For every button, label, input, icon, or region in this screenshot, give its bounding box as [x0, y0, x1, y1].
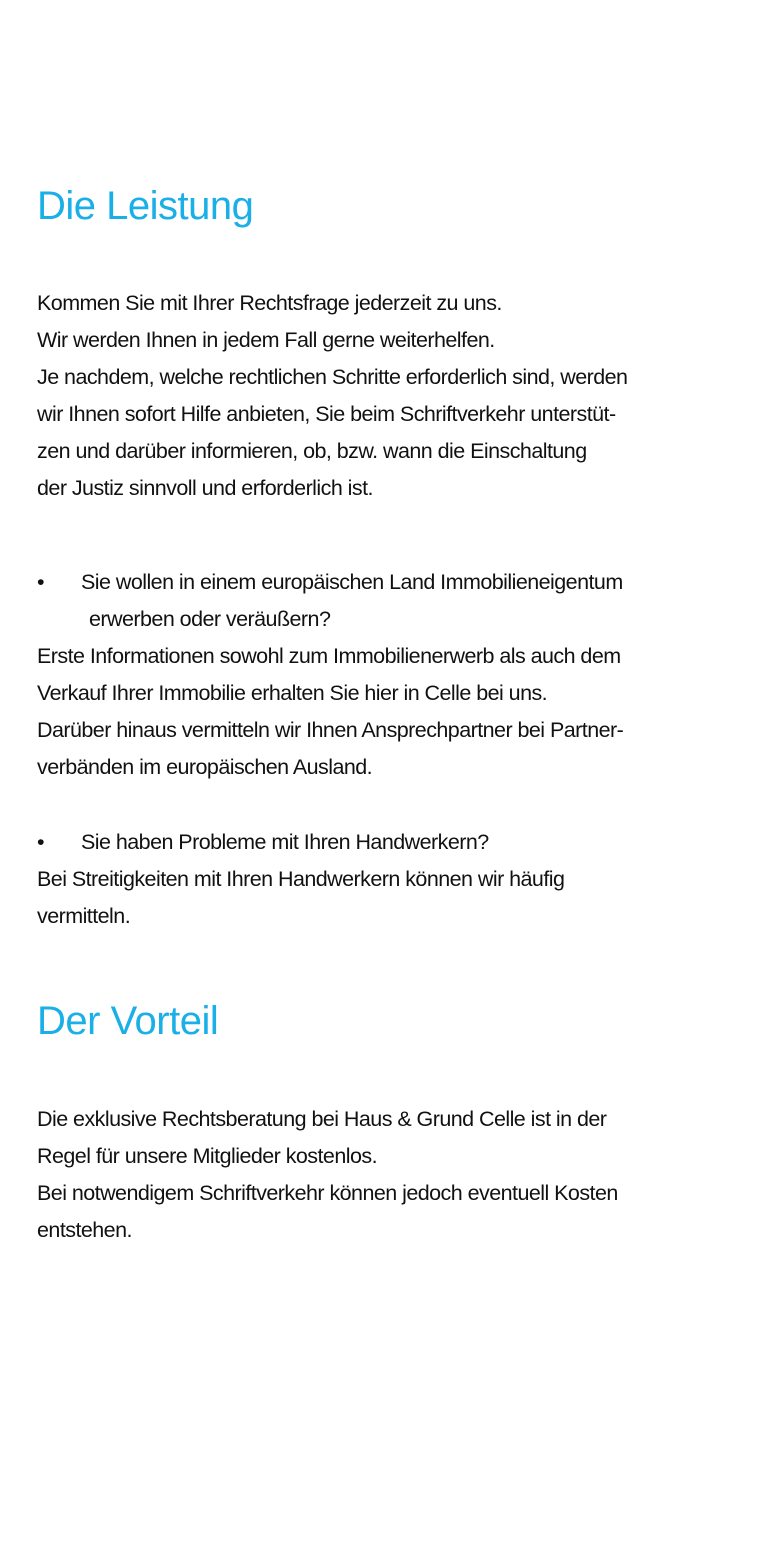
bullet-question	[37, 564, 757, 601]
text-line: Darüber hinaus vermitteln wir Ihnen Ansprechpartner bei Partner-	[37, 718, 624, 742]
bullet-icon: •	[37, 830, 44, 854]
text-line: Sie wollen in einem europäischen Land Immobilieneigentum	[81, 570, 623, 594]
text-line: Die exklusive Rechtsberatung bei Haus & Grund Celle ist in der	[37, 1107, 607, 1131]
vorteil-paragraph	[37, 1101, 757, 1249]
leistung-intro-paragraph	[37, 285, 757, 507]
text-line: Wir werden Ihnen in jedem Fall gerne weiterhelfen.	[37, 328, 495, 352]
bullet-icon: •	[37, 570, 44, 594]
bullet-question	[37, 824, 757, 861]
text-line: Je nachdem, welche rechtlichen Schritte erforderlich sind, werden	[37, 365, 628, 389]
text-line: Kommen Sie mit Ihrer Rechtsfrage jederzeit zu uns.	[37, 291, 502, 315]
text-line: erwerben oder veräußern?	[89, 607, 331, 631]
text-line: Regel für unsere Mitglieder kostenlos.	[37, 1144, 378, 1168]
text-line: Sie haben Probleme mit Ihren Handwerkern?	[81, 830, 489, 854]
text-line: Verkauf Ihrer Immobilie erhalten Sie hier in Celle bei uns.	[37, 681, 548, 705]
text-line: Bei Streitigkeiten mit Ihren Handwerkern können wir häufig	[37, 867, 565, 891]
text-line: entstehen.	[37, 1218, 132, 1242]
bullet-item-immobilien	[37, 564, 757, 786]
text-line: Bei notwendigem Schriftverkehr können jedoch eventuell Kosten	[37, 1181, 618, 1205]
text-line: vermitteln.	[37, 904, 131, 928]
section-heading-leistung: Die Leistung	[37, 184, 254, 228]
bullet-item-handwerker	[37, 824, 757, 935]
text-line: wir Ihnen sofort Hilfe anbieten, Sie beim Schriftverkehr unterstüt-	[37, 402, 616, 426]
section-heading-vorteil: Der Vorteil	[37, 999, 219, 1043]
text-line: zen und darüber informieren, ob, bzw. wann die Einschaltung	[37, 439, 587, 463]
text-line: Erste Informationen sowohl zum Immobilienerwerb als auch dem	[37, 644, 621, 668]
text-line: der Justiz sinnvoll und erforderlich ist.	[37, 476, 373, 500]
text-line: verbänden im europäischen Ausland.	[37, 755, 373, 779]
